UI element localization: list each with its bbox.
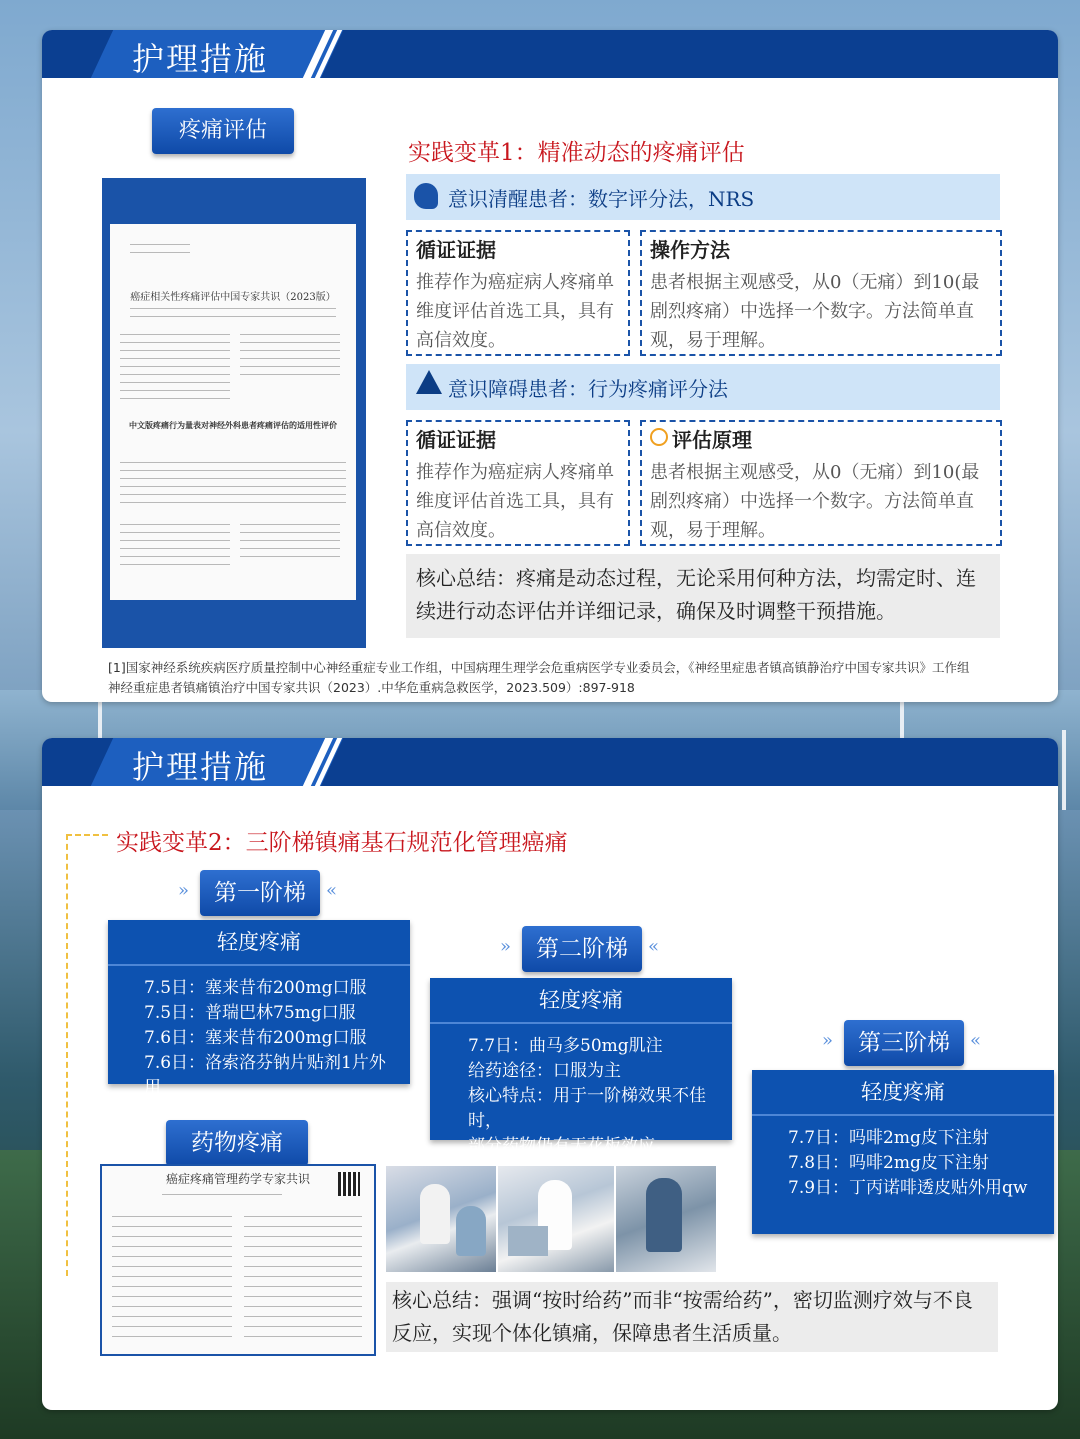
conscious-bar-text: 意识清醒患者：数字评分法，NRS [448,187,755,211]
doc-line [244,1256,362,1257]
step-2-pill: 第二阶梯 [522,926,642,972]
nurse-photo-1 [386,1166,496,1272]
doc-line [120,532,230,533]
chevron-arrows-icon: » [822,1030,834,1051]
doc-line [244,1316,362,1317]
header-bar [42,738,1058,786]
doc-line [112,1276,232,1277]
doc-line [120,486,346,487]
doc-line [112,1286,232,1287]
box-heading: 评估原理 [672,428,752,452]
doc-line [112,1306,232,1307]
box-heading: 循证证据 [416,238,496,262]
doc-line [244,1296,362,1297]
doc-line [112,1246,232,1247]
impaired-bar-text: 意识障碍患者：行为疼痛评分法 [448,377,728,401]
reference-line-1: [1]国家神经系统疾病医疗质量控制中心神经重症专业工作组，中国病理生理学会危重病医学专业委员会，《神经里症患者镇高镇静治疗中国专家共识》工作组 [108,660,970,675]
brain-icon [414,183,438,209]
core-summary-2 [386,1282,998,1352]
doc-line [244,1276,362,1277]
wind-turbine-right [900,700,904,740]
doc-line [112,1256,232,1257]
doc-line [120,350,230,351]
doc-line [244,1216,362,1217]
clock-icon [650,428,668,446]
medication-line: 7.9日：丁丙诺啡透皮贴外用qw [788,1178,1028,1198]
chevron-arrows-icon: « [326,880,338,901]
summary-text: 核心总结：疼痛是动态过程，无论采用何种方法，均需定时、连续进行动态评估并详细记录，确保及时调整干预措施。 [416,566,976,623]
doc-line [120,374,230,375]
card-heading: 轻度疼痛 [430,978,732,1024]
nursing-measures-panel-2 [42,738,1058,1410]
doc-line [240,358,340,359]
step-1-pill: 第一阶梯 [200,870,320,916]
medication-line: 7.6日：塞来昔布200mg口服 [144,1028,367,1048]
medication-line: 7.7日：吗啡2mg皮下注射 [788,1128,989,1148]
doc-line [130,308,336,309]
evidence-box-1 [406,230,630,356]
doc-line [130,316,336,317]
qr-code-icon [338,1172,360,1196]
doc-line [244,1226,362,1227]
doc-line [244,1246,362,1247]
doc-line [112,1216,232,1217]
card-heading: 轻度疼痛 [752,1070,1054,1116]
doc-line [120,334,230,335]
guideline-document-image [102,178,366,648]
info-line: 核心特点：用于一阶梯效果不佳时， [468,1086,706,1131]
principle-box [640,420,1002,546]
summary-text: 核心总结：强调“按时给药”而非“按需给药”，密切监测疗效与不良反应，实现个体化镇痛，保障患者生活质量。 [392,1288,973,1345]
conscious-patient-bar [406,174,1000,220]
doc-line [244,1306,362,1307]
doc-line [240,556,340,557]
doc-line [120,462,346,463]
chevron-arrows-icon: » [500,936,512,957]
doc-line [240,374,340,375]
reform-1-title: 实践变革1：精准动态的疼痛评估 [408,140,745,166]
panel-title: 护理措施 [132,748,269,786]
wind-turbine-left [98,700,102,740]
chevron-arrows-icon: « [648,936,660,957]
chevron-arrows-icon: » [178,880,190,901]
step-1-card [108,920,410,1098]
step-3-card [752,1070,1054,1234]
doc-line [240,350,340,351]
warning-icon [416,370,442,394]
doc-line [240,366,340,367]
doc-line [120,494,346,495]
doc-line [120,524,230,525]
photo-figure [508,1226,548,1256]
photo-figure [646,1178,682,1252]
wind-turbine-far [1062,730,1066,810]
medication-line: 7.5日：塞来昔布200mg口服 [144,978,367,998]
doc-line [240,342,340,343]
doc-line [112,1326,232,1327]
doc-line [120,398,230,399]
card-heading: 轻度疼痛 [108,920,410,966]
box-text: 推荐作为癌症病人疼痛单维度评估首选工具，具有高信效度。 [416,272,614,351]
medication-line: 7.5日：普瑞巴林75mg口服 [144,1003,356,1023]
panel-title: 护理措施 [132,40,269,78]
doc-line [120,540,230,541]
doc-line [162,1194,282,1195]
card-body [788,1126,1044,1201]
document-subtitle: 中文版疼痛行为量表对神经外科患者疼痛评估的适用性评价 [129,420,337,430]
doc-line [130,252,190,253]
doc-line [244,1336,362,1337]
reference [108,658,1048,698]
chevron-arrows-icon: « [970,1030,982,1051]
pharmacy-consensus-document-image [100,1164,376,1356]
doc-line [244,1286,362,1287]
impaired-patient-bar [406,364,1000,410]
box-text: 患者根据主观感受，从0（无痛）到10(最剧烈疼痛）中选择一个数字。方法简单直观，易于理解。 [650,272,980,351]
doc-line [120,478,346,479]
doc-line [120,556,230,557]
method-box [640,230,1002,356]
doc-line [120,502,346,503]
doc-line [120,366,230,367]
medication-line: 7.7日：曲马多50mg肌注 [468,1036,663,1056]
doc-line [120,470,346,471]
evidence-box-2 [406,420,630,546]
info-line: 给药途径：口服为主 [468,1061,621,1081]
box-heading: 操作方法 [650,238,730,262]
doc-line [130,244,190,245]
nursing-measures-panel-1 [42,30,1058,702]
medication-line: 7.8日：吗啡2mg皮下注射 [788,1153,989,1173]
document-title: 癌症相关性疼痛评估中国专家共识（2023版） [130,292,336,303]
pain-assessment-pill: 疼痛评估 [152,108,294,154]
doc-line [112,1316,232,1317]
nurse-photo-3 [616,1166,716,1272]
step-2-card [430,978,732,1156]
doc-line [120,382,230,383]
doc-line [240,334,340,335]
photo-figure [456,1206,486,1256]
doc-line [240,524,340,525]
doc-line [244,1326,362,1327]
doc-line [112,1266,232,1267]
doc-line [112,1336,232,1337]
box-heading: 循证证据 [416,428,496,452]
doc-line [244,1236,362,1237]
doc-line [120,342,230,343]
doc-line [120,564,230,565]
photo-figure [420,1184,450,1244]
doc-line [240,532,340,533]
doc-line [240,548,340,549]
header-bar [42,30,1058,78]
reference-line-2: 神经重症患者镇痛镇治疗中国专家共识（2023）.中华危重病急救医学，2023.509）:897-918 [108,680,635,695]
card-body [468,1034,722,1159]
doc-line [120,358,230,359]
doc-line [112,1236,232,1237]
doc-line [112,1296,232,1297]
medication-line: 7.6日：洛索洛芬钠片贴剂1片外用 [144,1053,386,1098]
document-title: 癌症疼痛管理药学专家共识 [165,1172,310,1186]
doc-line [240,540,340,541]
nurse-photo-2 [498,1166,614,1272]
doc-line [112,1226,232,1227]
doc-line [244,1266,362,1267]
drug-pain-pill: 药物疼痛 [166,1120,308,1166]
box-text: 患者根据主观感受，从0（无痛）到10(最剧烈疼痛）中选择一个数字。方法简单直观，易于理解。 [650,462,980,541]
core-summary-1 [406,554,1000,638]
document-page [110,224,356,600]
step-3-pill: 第三阶梯 [844,1020,964,1066]
info-line: 部分药物仍有天花板效应。 [468,1136,672,1156]
box-text: 推荐作为癌症病人疼痛单维度评估首选工具，具有高信效度。 [416,462,614,541]
reform-2-title: 实践变革2：三阶梯镇痛基石规范化管理癌痛 [116,830,568,856]
doc-line [120,548,230,549]
card-body [144,976,400,1101]
doc-line [120,390,230,391]
